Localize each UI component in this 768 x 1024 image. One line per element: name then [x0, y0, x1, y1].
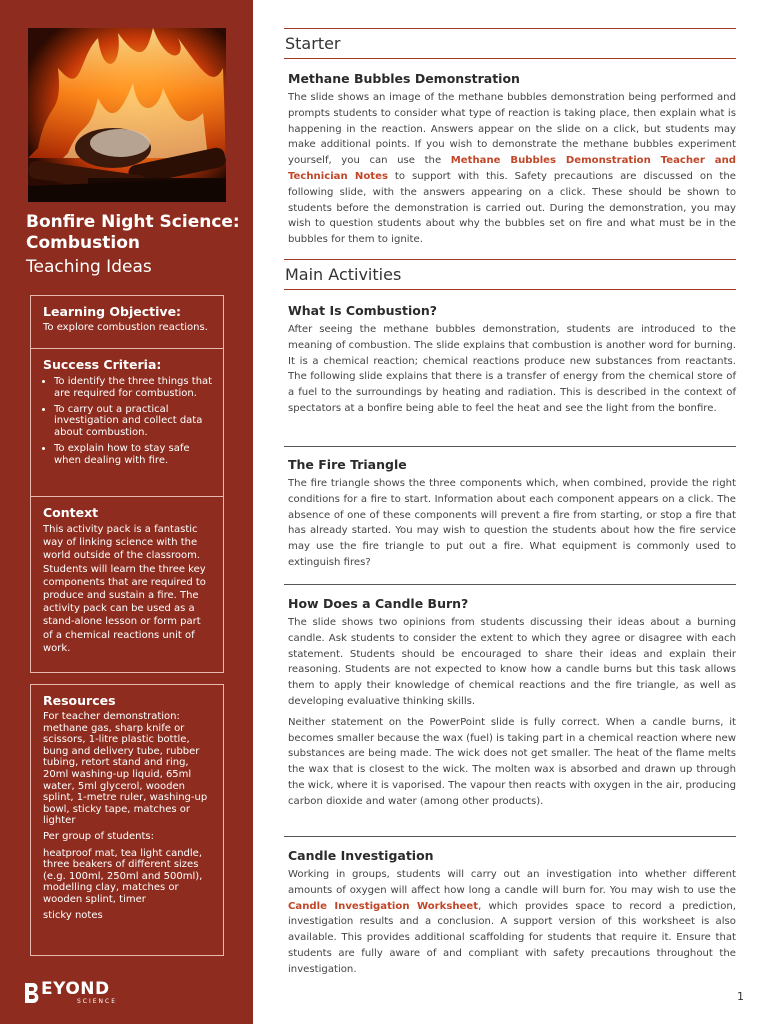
beyond-logo	[23, 981, 117, 1005]
what-is-combustion-text: After seeing the methane bubbles demonstration, students are introduced to the meaning of combustion. The slide explains that combustion is another word for burning. It is a chemical reaction; chemical reactions produce new substances from reactants. The following slide explains that there is a transfer of energy from the chemical store of a fuel to the surroundings by heating and radiation. This is described in the context of spectators at a bonfire being able to feel the heat and see the light from the bonfire.	[288, 324, 736, 414]
methane-text-part: to support with this. Safety precautions are discussed on the following slide, with the answers appearing on a click. These should be shown to students before the demonstration is carried out. During the demonstration, you may wish to question students about why the bubbles set on fire and what must be in the bubbles for them to ignite.	[288, 170, 736, 246]
candle-investigation-title: Candle Investigation	[288, 848, 434, 863]
title-line-1: Bonfire Night Science:	[26, 212, 240, 232]
sidebar	[0, 0, 253, 1024]
success-criteria-item: • To carry out a practical investigation and collect data about combustion.	[54, 404, 213, 439]
candle-burn-title: How Does a Candle Burn?	[288, 596, 469, 611]
what-is-combustion-title: What Is Combustion?	[288, 303, 437, 318]
methane-bubbles-text	[288, 90, 736, 248]
learning-objective-heading: Learning Objective:	[43, 304, 182, 319]
divider	[284, 836, 736, 837]
success-criteria-item: • To identify the three things that are required for combustion.	[54, 376, 213, 400]
candle-investigation-text	[288, 867, 736, 978]
page-number: 1	[737, 990, 744, 1003]
candle-burn-section	[284, 596, 736, 815]
fire-triangle-text: The fire triangle shows the three components which, when combined, provide the right conditions for a fire to start. Information about each component appears on a click. The absence of one of these components will prevent a fire from starting, or stop a fire that has already started. You may wish to question the students about how the fire service may use the fire triangle to put out a fire. What equipment is commonly used to extinguish fires?	[288, 478, 736, 568]
candle-investigation-section	[284, 848, 736, 983]
methane-text-part: The slide shows an image of the methane bubbles demonstration being performed and prompts students to consider what type of reaction is taking place, then explain what is happening in the reaction. Answers appear on the slide on a click, but students may make additional points. If you wish to demonstrate the methane bubbles experiment yourself, you can use the	[288, 92, 736, 167]
success-criteria-box	[30, 349, 224, 497]
document-subtitle: Teaching Ideas	[26, 257, 152, 277]
candle-worksheet-link[interactable]: Candle Investigation Worksheet	[288, 900, 479, 912]
divider	[284, 584, 736, 585]
main-activities-heading: Main Activities	[284, 259, 736, 290]
context-heading: Context	[43, 505, 99, 520]
candle-burn-text-2: Neither statement on the PowerPoint slide is fully correct. When a candle burns, it becomes smaller because the wax (fuel) is taking part in a chemical reaction where new substances are being made. The wick does not get smaller. The heat of the flame melts the wax that is closest to the wick. The molten wax is absorbed and drawn up through the wick, where it is vaporised. The vapour then reacts with oxygen in the air, producing carbon dioxide and water (among other products).	[288, 716, 736, 807]
beyond-b-icon	[23, 982, 41, 1004]
investigation-text-part: Working in groups, students will carry out an investigation into whether different amounts of oxygen will affect how long a candle will burn for. You may wish to use the	[288, 869, 736, 896]
resources-heading: Resources	[43, 693, 116, 708]
logo-subtext: SCIENCE	[77, 998, 118, 1005]
success-criteria-heading: Success Criteria:	[43, 357, 162, 372]
fire-triangle-title: The Fire Triangle	[288, 457, 407, 472]
resources-group-heading: Per group of students:	[43, 830, 154, 842]
methane-notes-link[interactable]: Methane Bubbles Demonstration Teacher and Technician Notes	[288, 155, 736, 182]
success-criteria-list	[43, 376, 213, 467]
resources-extra-text: sticky notes	[43, 909, 103, 921]
starter-heading: Starter	[284, 28, 736, 59]
success-criteria-item: • To explain how to stay safe when dealing with fire.	[54, 443, 213, 467]
title-line-2: Combustion	[26, 233, 140, 253]
learning-objective-box	[30, 295, 224, 349]
resources-teacher-text: For teacher demonstration: methane gas, sharp knife or scissors, 1-litre plastic bottle, bung and delivery tube, rubber tubing, retort stand and ring, 20ml washing-up liquid, 65ml water, 5ml glycerol, wooden splint, 1-metre ruler, washing-up bowl, sticky tape, matches or lighter	[43, 711, 208, 827]
learning-objective-text: To explore combustion reactions.	[43, 322, 208, 333]
logo-brand: EYOND	[41, 979, 110, 999]
methane-bubbles-title: Methane Bubbles Demonstration	[288, 71, 520, 86]
document-title	[26, 212, 250, 254]
resources-group-text: heatproof mat, tea light candle, three beakers of different sizes (e.g. 100ml, 250ml and 500ml), modelling clay, matches or wooden splint, timer	[43, 847, 203, 905]
methane-bubbles-section	[284, 71, 736, 253]
bonfire-image	[28, 28, 226, 202]
context-box	[30, 497, 224, 673]
fire-triangle-section	[284, 457, 736, 576]
investigation-text-part: , which provides space to record a prediction, investigation results and a conclusion. A support version of this worksheet is also available. This provides additional scaffolding for students that require it. Ensure that students are fully aware of and compliant with safety precautions throughout the investigation.	[288, 900, 736, 975]
resources-box	[30, 684, 224, 956]
what-is-combustion-section	[284, 303, 736, 422]
context-text: This activity pack is a fantastic way of linking science with the world outside of the classroom. Students will learn the three key components that are required to produce and sustain a fire. The activity pack can be used as a stand-alone lesson or form part of a chemical reactions unit of work.	[43, 524, 206, 654]
divider	[284, 446, 736, 447]
candle-burn-text-1: The slide shows two opinions from students discussing their ideas about a burning candle. Ask students to consider the extent to which they agree or disagree with each statement. Students should be encouraged to share their ideas and explain their reasoning. Students are not expected to know how a candle burns but this task allows them to apply their knowledge of chemical reactions and the fire triangle, as well as developing evaluative thinking skills.	[288, 617, 736, 707]
